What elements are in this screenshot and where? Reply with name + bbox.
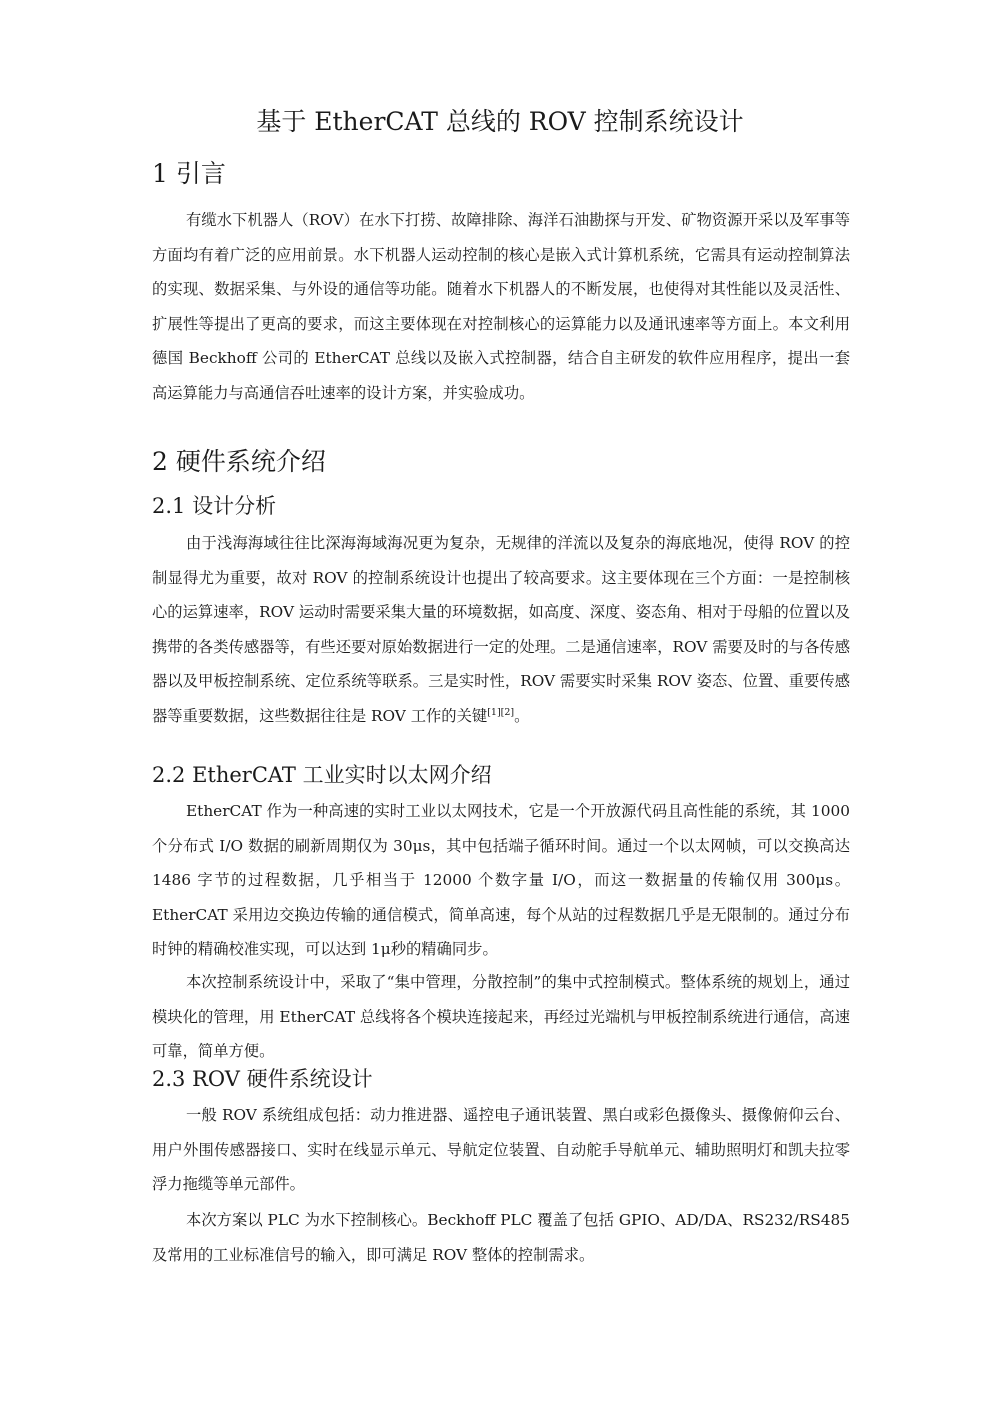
subsection-heading-design-analysis: 2.1 设计分析: [152, 494, 277, 518]
citation-reference: [1][2]: [487, 706, 515, 718]
paragraph-rov-components: 一般 ROV 系统组成包括：动力推进器、遥控电子通讯装置、黑白或彩色摄像头、摄像俯仰云台、用户外围传感器接口、实时在线显示单元、导航定位装置、自动舵手导航单元、辅助照明灯和凯夫拉零浮力拖缆等单元部件。: [152, 1106, 850, 1194]
section-heading-introduction: 1 引言: [152, 159, 226, 188]
paragraph-design-analysis-end: 。: [514, 706, 530, 725]
paragraph-introduction: 有缆水下机器人（ROV）在水下打捞、故障排除、海洋石油勘探与开发、矿物资源开采以及军事等方面均有着广泛的应用前景。水下机器人运动控制的核心是嵌入式计算机系统，它需具有运动控制算法的实现、数据采集、与外设的通信等功能。随着水下机器人的不断发展，也使得对其性能以及灵活性、扩展性等提出了更高的要求，而这主要体现在对控制核心的运算能力以及通讯速率等方面上。本文利用德国 Beckhoff 公司的 EtherCAT 总线以及嵌入式控制器，结合自主研发的软件应用程序，提出一套高运算能力与高通信吞吐速率的设计方案，并实验成功。: [152, 211, 850, 402]
paragraph-design-analysis: [152, 526, 850, 734]
paragraph-plc-core: 本次方案以 PLC 为水下控制核心。Beckhoff PLC 覆盖了包括 GPIO、AD/DA、RS232/RS485 及常用的工业标准信号的输入，即可满足 ROV 整体的控制需求。: [152, 1211, 850, 1264]
paragraph-ethercat-intro: EtherCAT 作为一种高速的实时工业以太网技术，它是一个开放源代码且高性能的系统，其 1000 个分布式 I/O 数据的刷新周期仅为 30μs，其中包括端子循环时间。通过一个以太网帧，可以交换高达 1486 字节的过程数据，几乎相当于 12000 个数字量 I/O，而这一数据量的传输仅用 300μs。EtherCAT 采用边交换边传输的通信模式，简单高速，每个从站的过程数据几乎是无限制的。通过分布时钟的精确校准实现，可以达到 1μ秒的精确同步。: [152, 802, 850, 959]
section-heading-hardware-system: 2 硬件系统介绍: [152, 447, 326, 476]
document-title: 基于 EtherCAT 总线的 ROV 控制系统设计: [256, 107, 744, 136]
subsection-heading-rov-hardware: 2.3 ROV 硬件系统设计: [152, 1067, 373, 1091]
paragraph-design-analysis-text: 由于浅海海域往往比深海海域海况更为复杂，无规律的洋流以及复杂的海底地况，使得 ROV 的控制显得尤为重要，故对 ROV 的控制系统设计也提出了较高要求。这主要体现在三个方面：一是控制核心的运算速率，ROV 运动时需要采集大量的环境数据，如高度、深度、姿态角、相对于母船的位置以及携带的各类传感器等，有些还要对原始数据进行一定的处理。二是通信速率，ROV 需要及时的与各传感器以及甲板控制系统、定位系统等联系。三是实时性，ROV 需要实时采集 ROV 姿态、位置、重要传感器等重要数据，这些数据往往是 ROV 工作的关键: [152, 534, 850, 725]
paragraph-control-mode: 本次控制系统设计中，采取了“集中管理，分散控制”的集中式控制模式。整体系统的规划上，通过模块化的管理，用 EtherCAT 总线将各个模块连接起来，再经过光端机与甲板控制系统进行通信，高速可靠，简单方便。: [152, 973, 850, 1061]
subsection-heading-ethercat: 2.2 EtherCAT 工业实时以太网介绍: [152, 763, 492, 787]
